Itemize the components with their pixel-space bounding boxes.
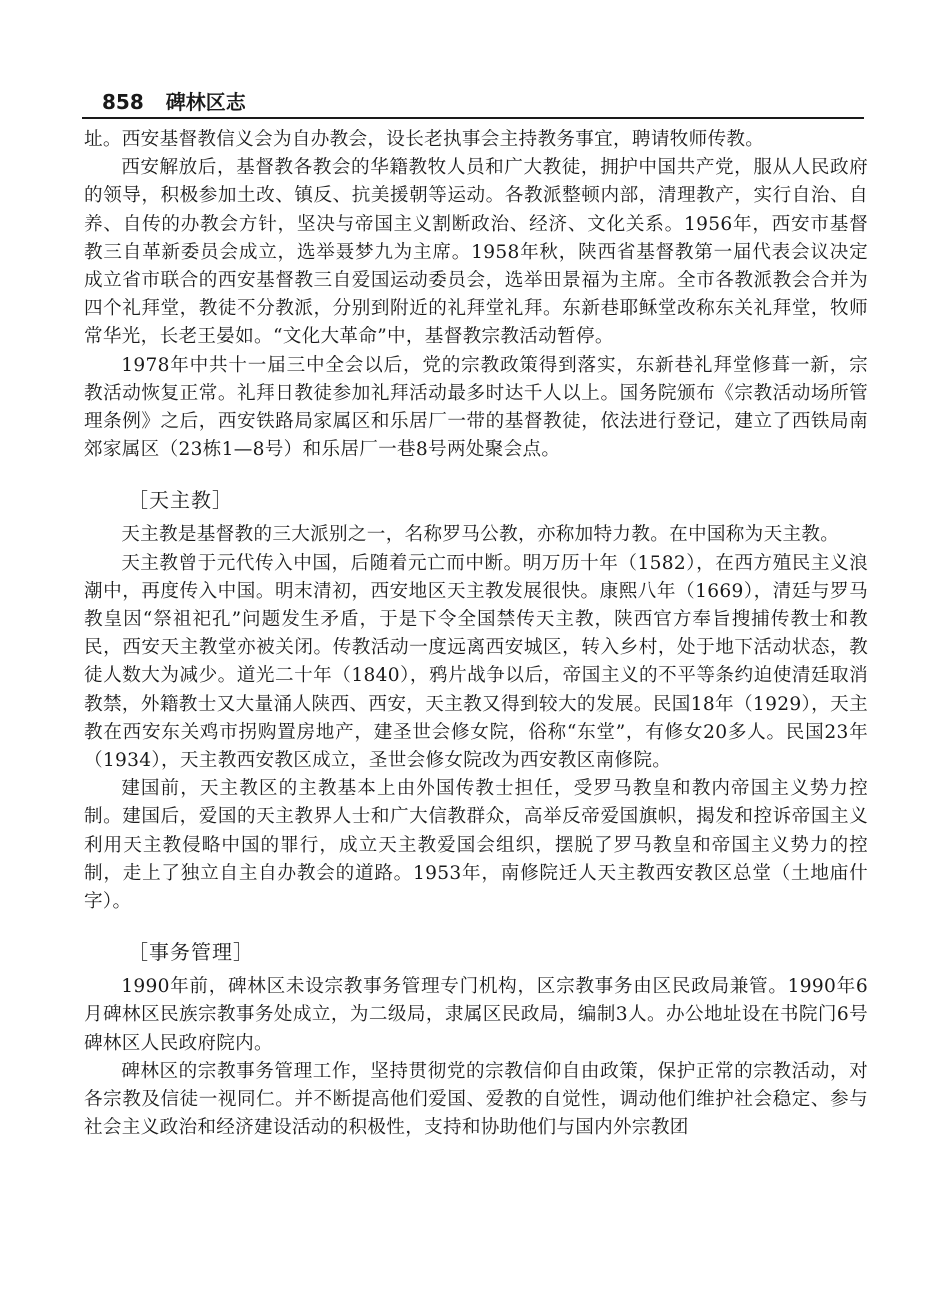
paragraph: 址。西安基督教信义会为自办教会，设长老执事会主持教务事宜，聘请牧师传教。 [84, 129, 765, 150]
section-heading-affairs: ［事务管理］ [128, 940, 254, 965]
paragraph: 建国前，天主教区的主教基本上由外国传教士担任，受罗马教皇和教内帝国主义势力控制。建国后，爱国的天主教界人士和广大信教群众，高举反帝爱国旗帜，揭发和控诉帝国主义利用天主教侵略中国的罪行，成立天主教爱国会组织，摆脱了罗马教皇和帝国主义势力的控制，走上了独立自主自办教会的道路。1953年，南修院迁人天主教西安教区总堂（土地庙什字）。 [84, 778, 868, 913]
paragraph: 西安解放后，基督教各教会的华籍教牧人员和广大教徒，拥护中国共产党，服从人民政府的领导，积极参加土改、镇反、抗美援朝等运动。各教派整顿内部，清理教产，实行自治、自养、自传的办教会方针，坚决与帝国主义割断政治、经济、文化关系。1956年，西安市基督教三自革新委员会成立，选举聂梦九为主席。1958年秋，陕西省基督教第一届代表会议决定成立省市联合的西安基督教三自爱国运动委员会，选举田景福为主席。全市各教派教会合并为四个礼拜堂，教徒不分教派，分别到附近的礼拜堂礼拜。东新巷耶稣堂改称东关礼拜堂，牧师常华光，长老王晏如。“文化大革命”中，基督教宗教活动暂停。 [84, 157, 868, 348]
running-title: 碑林区志 [165, 90, 246, 114]
page-number: 858 [102, 90, 144, 114]
header-rule [82, 117, 864, 119]
paragraph: 天主教曾于元代传入中国，后随着元亡而中断。明万历十年（1582），在西方殖民主义浪潮中，再度传入中国。明末清初，西安地区天主教发展很快。康熙八年（1669），清廷与罗马教皇因“祭祖祀孔”问题发生矛盾，于是下令全国禁传天主教，陕西官方奉旨搜捕传教士和教民，西安天主教堂亦被关闭。传教活动一度远离西安城区，转入乡村，处于地下活动状态，教徒人数大为减少。道光二十年（1840），鸦片战争以后，帝国主义的不平等条约迫使清廷取消教禁，外籍教士又大量涌人陕西、西安，天主教又得到较大的发展。民国18年（1929），天主教在西安东关鸡市拐购置房地产，建圣世会修女院，俗称“东堂”，有修女20多人。民国23年（1934），天主教西安教区成立，圣世会修女院改为西安教区南修院。 [84, 552, 868, 772]
section-heading-catholic: ［天主教］ [128, 488, 233, 513]
paragraph: 1990年前，碑林区未设宗教事务管理专门机构，区宗教事务由区民政局兼管。1990年6月碑林区民族宗教事务处成立，为二级局，隶属区民政局，编制3人。办公地址设在书院门6号碑林区人民政府院内。 [84, 976, 868, 1054]
body-text [84, 126, 868, 1143]
paragraph: 天主教是基督教的三大派别之一，名称罗马公教，亦称加特力教。在中国称为天主教。 [121, 524, 840, 546]
paragraph: 碑林区的宗教事务管理工作，坚持贯彻党的宗教信仰自由政策，保护正常的宗教活动，对各宗教及信徒一视同仁。并不断提高他们爱国、爱教的自觉性，调动他们维护社会稳定、参与社会主义政治和经济建设活动的积极性，支持和协助他们与国内外宗教团 [84, 1060, 868, 1139]
page-header [84, 80, 864, 116]
paragraph: 1978年中共十一届三中全会以后，党的宗教政策得到落实，东新巷礼拜堂修葺一新，宗教活动恢复正常。礼拜日教徒参加礼拜活动最多时达千人以上。国务院颁布《宗教活动场所管理条例》之后，西安铁路局家属区和乐居厂一带的基督教徒，依法进行登记，建立了西铁局南郊家属区（23栋1—8号）和乐居厂一巷8号两处聚会点。 [84, 354, 868, 461]
